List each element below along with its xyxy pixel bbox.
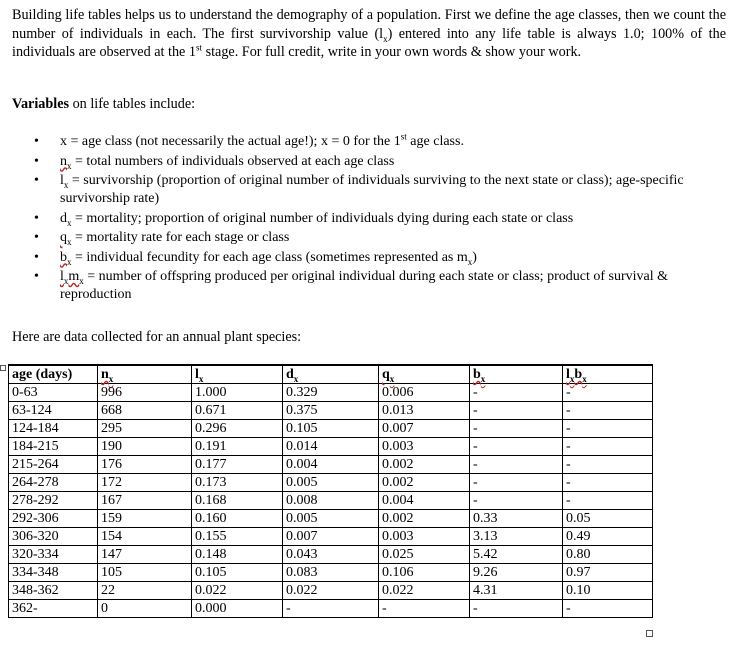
table-cell: 147: [98, 546, 192, 564]
variable-item: • $l_x$ = survivorship (proportion of original number of individuals surviving to the next state or class); age-specific survivorship rate): [34, 173, 684, 206]
table-cell: -: [563, 456, 653, 474]
table-cell: 105: [98, 564, 192, 582]
table-cell: 4.31: [470, 582, 563, 600]
variable-symbol: $n_x$: [60, 153, 72, 171]
table-cell: 22: [98, 582, 192, 600]
table-cell: 0.177: [192, 456, 283, 474]
table-cell: 0.022: [379, 582, 470, 600]
variable-item: • $b_x$ = individual fecundity for each age class (sometimes represented as $m_x$): [34, 249, 477, 267]
table-cell: -: [470, 474, 563, 492]
header-nx: $n_x$: [98, 365, 192, 384]
table-cell: 996: [98, 384, 192, 402]
header-qx: $q_x$: [379, 365, 470, 384]
table-cell: 3.13: [470, 528, 563, 546]
bullet-icon: •: [34, 269, 39, 284]
table-cell: 176: [98, 456, 192, 474]
table-cell: -: [563, 438, 653, 456]
table-cell: -: [283, 600, 379, 618]
bullet-icon: •: [34, 230, 39, 245]
table-cell: 0.105: [192, 564, 283, 582]
variable-symbol: $l_xm_x$: [60, 269, 84, 286]
paragraph-part-1: Building life tables helps us to understand the demography of a population. First we define the age classes, then we count the number of individuals in each. The first survivorship value (l: [12, 7, 726, 42]
table-resize-handle[interactable]: [646, 630, 653, 637]
table-header-row: [9, 365, 653, 384]
table-cell: 0: [98, 600, 192, 618]
table-cell: 0.000: [192, 600, 283, 618]
table-cell: 0.191: [192, 438, 283, 456]
paragraph-part-2: ) entered into any life table is always 1.0; 100% of the individuals are observed at the 1: [12, 25, 726, 60]
table-cell: -: [563, 384, 653, 402]
table-cell: 0.002: [379, 456, 470, 474]
table-cell: -: [563, 402, 653, 420]
intro-paragraph: [12, 6, 726, 62]
table-cell: -: [470, 438, 563, 456]
paragraph-part-3: stage. For full credit, write in your own words & show your work.: [202, 44, 582, 60]
table-cell: 124-184: [9, 420, 98, 438]
table-cell: 0.007: [283, 528, 379, 546]
table-cell: 0.014: [283, 438, 379, 456]
header-dx: $d_x$: [283, 365, 379, 384]
variable-symbol: $d_x$: [60, 210, 72, 228]
table-cell: 668: [98, 402, 192, 420]
table-cell: 306-320: [9, 528, 98, 546]
table-cell: 0.671: [192, 402, 283, 420]
table-cell: 0.002: [379, 510, 470, 528]
table-cell: 167: [98, 492, 192, 510]
header-age: age (days): [9, 365, 98, 384]
table-row: [9, 420, 653, 438]
table-cell: 0.013: [379, 402, 470, 420]
table-row: [9, 600, 653, 618]
table-cell: 348-362: [9, 582, 98, 600]
table-row: [9, 402, 653, 420]
bullet-icon: •: [34, 153, 39, 169]
table-cell: -: [470, 384, 563, 402]
table-cell: 0.33: [470, 510, 563, 528]
table-intro: Here are data collected for an annual plant species:: [12, 329, 302, 345]
table-cell: 0.155: [192, 528, 283, 546]
table-cell: 0.168: [192, 492, 283, 510]
variable-symbol: $q_x$: [60, 230, 72, 247]
table-cell: -: [563, 492, 653, 510]
variable-item: • $l_xm_x$ = number of offspring produced per original individual during each state or class; product of survival & reproduction: [34, 269, 668, 302]
table-cell: 172: [98, 474, 192, 492]
table-cell: 278-292: [9, 492, 98, 510]
variable-item: • $d_x$ = mortality; proportion of original number of individuals dying during each state or class: [34, 210, 574, 228]
table-row: [9, 510, 653, 528]
header-lx: $l_x$: [192, 365, 283, 384]
variable-item: • $n_x$ = total numbers of individuals observed at each age class: [34, 153, 395, 171]
table-cell: 9.26: [470, 564, 563, 582]
table-cell: 0.375: [283, 402, 379, 420]
table-cell: 0.106: [379, 564, 470, 582]
table-cell: 184-215: [9, 438, 98, 456]
table-cell: 0.105: [283, 420, 379, 438]
table-cell: 0.160: [192, 510, 283, 528]
table-cell: 0.49: [563, 528, 653, 546]
variable-symbol: $b_x$: [60, 249, 72, 267]
bullet-icon: •: [34, 134, 39, 149]
table-row: [9, 438, 653, 456]
table-cell: 292-306: [9, 510, 98, 528]
table-cell: 0-63: [9, 384, 98, 402]
table-cell: 0.003: [379, 528, 470, 546]
paragraph-sup: st: [196, 42, 203, 53]
table-cell: 320-334: [9, 546, 98, 564]
table-cell: 0.173: [192, 474, 283, 492]
table-cell: 0.022: [192, 582, 283, 600]
table-cell: 0.005: [283, 510, 379, 528]
table-cell: 1.000: [192, 384, 283, 402]
table-cell: 5.42: [470, 546, 563, 564]
table-cell: 0.043: [283, 546, 379, 564]
table-cell: 159: [98, 510, 192, 528]
table-cell: 63-124: [9, 402, 98, 420]
table-row: [9, 582, 653, 600]
life-table: [8, 364, 653, 618]
bullet-icon: •: [34, 173, 39, 188]
table-row: [9, 564, 653, 582]
table-cell: 264-278: [9, 474, 98, 492]
variable-item: • $q_x$ = mortality rate for each stage or class: [34, 230, 290, 247]
variables-heading-bold: Variables: [12, 96, 70, 112]
table-cell: 154: [98, 528, 192, 546]
table-cell: 0.002: [379, 474, 470, 492]
table-move-handle[interactable]: [0, 365, 6, 371]
table-cell: -: [470, 402, 563, 420]
table-row: [9, 456, 653, 474]
variables-heading-rest: on life tables include:: [69, 96, 196, 112]
table-row: [9, 528, 653, 546]
table-cell: 0.003: [379, 438, 470, 456]
table-cell: 334-348: [9, 564, 98, 582]
table-cell: 0.025: [379, 546, 470, 564]
table-cell: -: [470, 456, 563, 474]
header-bx: $b_x$: [470, 365, 563, 384]
table-cell: 295: [98, 420, 192, 438]
variables-heading: [12, 96, 195, 113]
table-cell: 0.148: [192, 546, 283, 564]
bullet-icon: •: [34, 249, 39, 265]
table-cell: -: [379, 600, 470, 618]
table-cell: 0.80: [563, 546, 653, 564]
variable-item: • x = age class (not necessarily the actual age!); x = 0 for the 1st age class.: [34, 131, 464, 149]
table-cell: 0.006: [379, 384, 470, 402]
table-cell: 0.10: [563, 582, 653, 600]
table-cell: 0.296: [192, 420, 283, 438]
table-cell: 0.008: [283, 492, 379, 510]
table-body: [9, 384, 653, 618]
table-cell: 362-: [9, 600, 98, 618]
table-cell: 0.022: [283, 582, 379, 600]
table-cell: -: [563, 420, 653, 438]
table-cell: 190: [98, 438, 192, 456]
variable-symbol: $l_x$: [60, 173, 69, 190]
table-row: [9, 492, 653, 510]
table-cell: -: [470, 492, 563, 510]
table-row: [9, 546, 653, 564]
table-cell: -: [470, 600, 563, 618]
table-cell: 0.004: [379, 492, 470, 510]
table-cell: -: [563, 474, 653, 492]
table-row: [9, 474, 653, 492]
header-lxbx: $l_xb_x$: [563, 365, 653, 384]
bullet-icon: •: [34, 210, 39, 226]
table-cell: 0.005: [283, 474, 379, 492]
table-cell: 0.05: [563, 510, 653, 528]
table-cell: 215-264: [9, 456, 98, 474]
table-cell: 0.329: [283, 384, 379, 402]
table-cell: -: [470, 420, 563, 438]
variables-list: [34, 133, 724, 306]
paragraph-sub: x: [383, 33, 388, 44]
table-cell: 0.083: [283, 564, 379, 582]
table-cell: 0.004: [283, 456, 379, 474]
table-cell: 0.007: [379, 420, 470, 438]
table-cell: 0.97: [563, 564, 653, 582]
table-row: [9, 384, 653, 402]
table-cell: -: [563, 600, 653, 618]
